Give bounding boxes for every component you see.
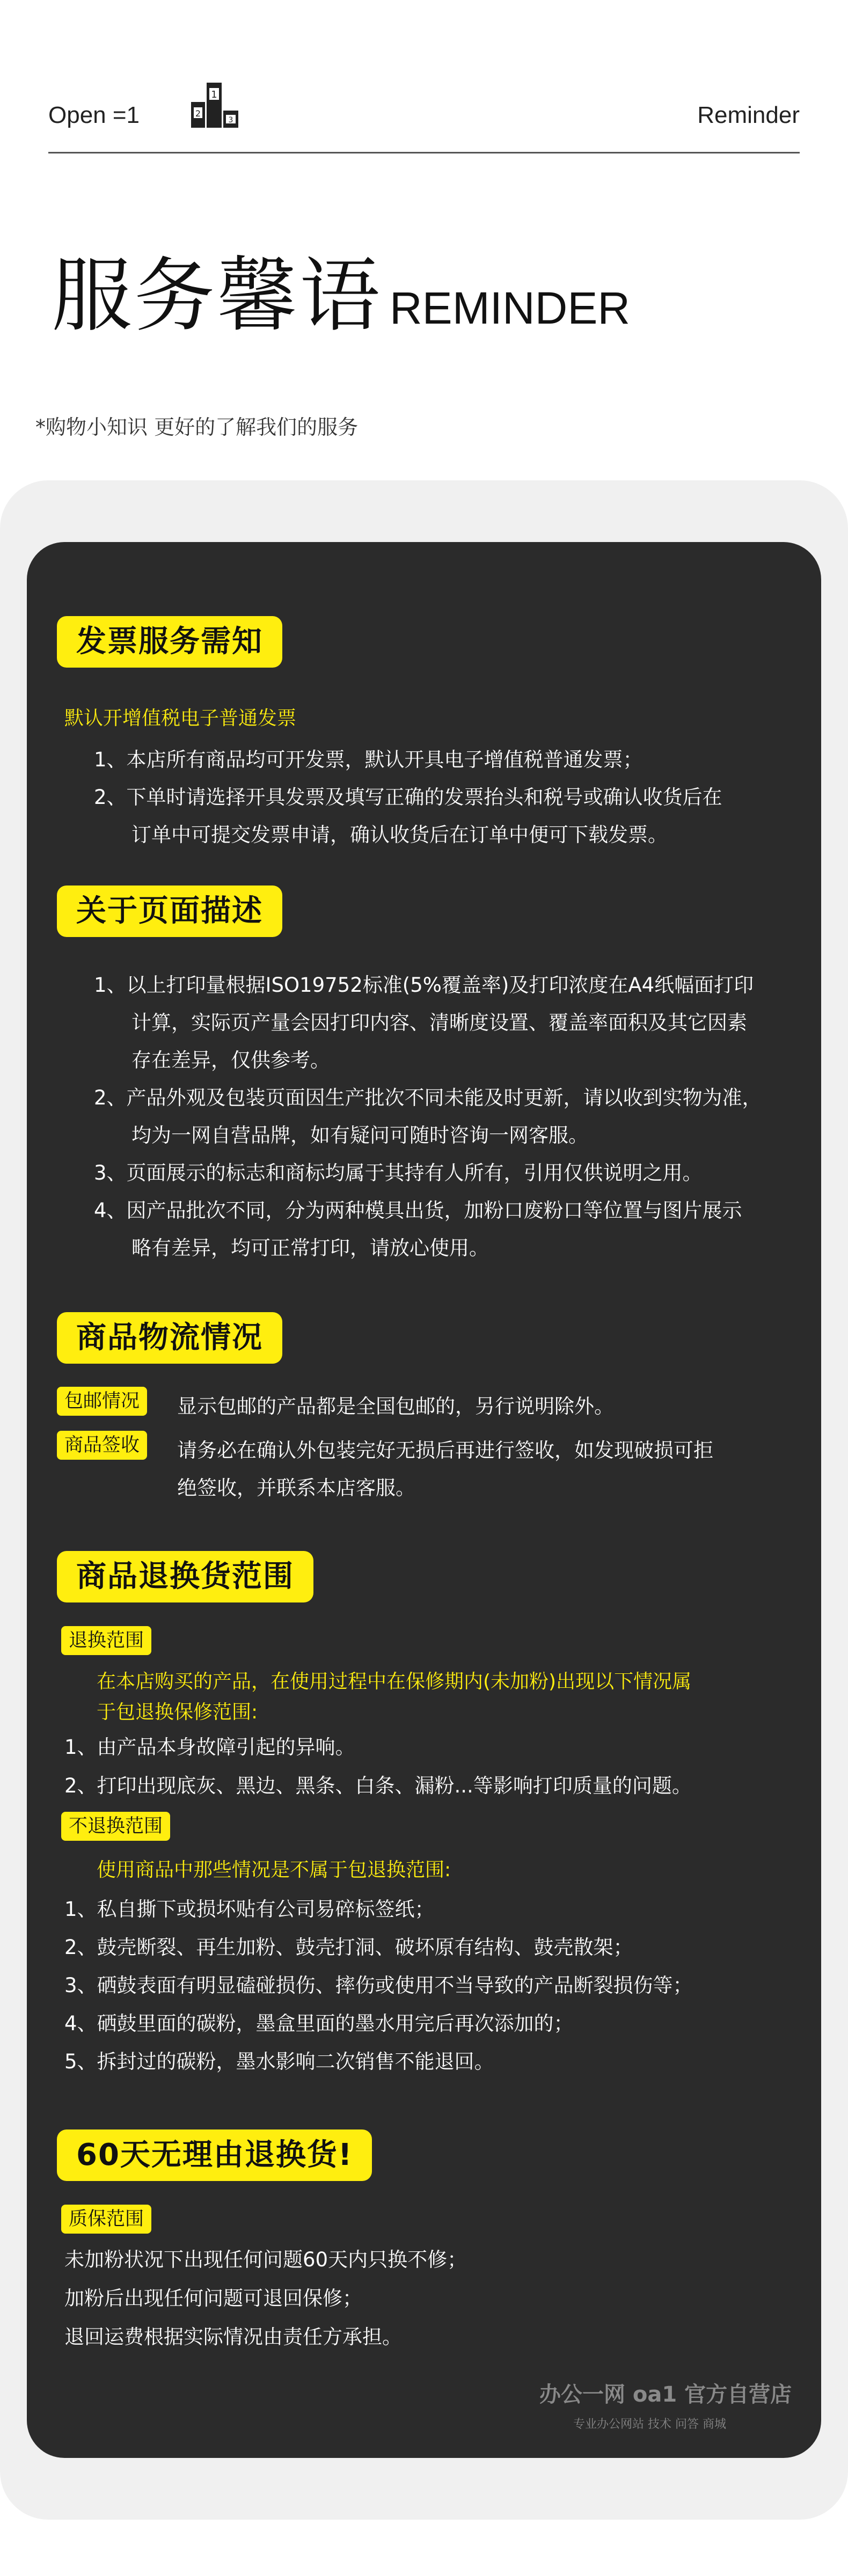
returns-line-1: 1、由产品本身故障引起的异响。 <box>64 1736 355 1759</box>
returns-heading: 商品退换货范围 <box>57 1551 313 1602</box>
logistics-text-2b: 绝签收，并联系本店客服。 <box>177 1476 415 1499</box>
page-desc-heading: 关于页面描述 <box>57 885 282 937</box>
logistics-heading: 商品物流情况 <box>57 1312 282 1364</box>
page-desc-line-2: 计算，实际页产量会因打印内容、清晰度设置、覆盖率面积及其它因素 <box>131 1011 747 1034</box>
reminder-label: Reminder <box>697 102 800 128</box>
podium-icon <box>188 80 242 129</box>
returns-intro-1a: 在本店购买的产品，在使用过程中在保修期内(未加粉)出现以下情况属 <box>97 1671 692 1693</box>
title-cn: 服务馨语 <box>52 250 383 343</box>
returns-intro-1b: 于包退换保修范围: <box>97 1701 258 1723</box>
logistics-text-2a: 请务必在确认外包装完好无损后再进行签收，如发现破损可拒 <box>177 1439 713 1462</box>
podium-number-2: 2 <box>195 108 201 119</box>
invoice-line-2: 2、下单时请选择开具发票及填写正确的发票抬头和税号或确认收货后在 <box>94 786 722 809</box>
page-desc-line-3: 存在差异，仅供参考。 <box>131 1049 330 1072</box>
returns-intro-2: 使用商品中那些情况是不属于包退换范围: <box>97 1859 451 1881</box>
invoice-line-3: 订单中可提交发票申请，确认收货后在订单中便可下载发票。 <box>131 823 668 846</box>
podium-number-1: 1 <box>211 89 217 100</box>
returns-excluded-line-5: 5、拆封过的碳粉，墨水影响二次销售不能退回。 <box>64 2050 494 2073</box>
returns-excluded-line-4: 4、硒鼓里面的碳粉，墨盒里面的墨水用完后再次添加的； <box>64 2012 574 2035</box>
returns-line-2: 2、打印出现底灰、黑边、黑条、白条、漏粉...等影响打印质量的问题。 <box>64 1774 692 1797</box>
page-desc-line-5: 均为一网自营品牌，如有疑问可随时咨询一网客服。 <box>131 1124 588 1147</box>
returns-excluded-line-3: 3、硒鼓表面有明显磕碰损伤、摔伤或使用不当导致的产品断裂损伤等； <box>64 1974 693 1997</box>
podium-number-3: 3 <box>228 116 233 125</box>
invoice-intro: 默认开增值税电子普通发票 <box>64 707 297 729</box>
top-bar <box>48 80 800 150</box>
returns-excluded-line-1: 1、私自撕下或损坏贴有公司易碎标签纸； <box>64 1898 435 1921</box>
page-desc-line-6: 3、页面展示的标志和商标均属于其持有人所有，引用仅供说明之用。 <box>94 1161 703 1184</box>
header-divider <box>48 152 800 153</box>
logistics-tag-free-shipping: 包邮情况 <box>57 1387 147 1416</box>
page-desc-line-4: 2、产品外观及包装页面因生产批次不同未能及时更新，请以收到实物为准， <box>94 1086 762 1109</box>
warranty-tag: 质保范围 <box>61 2205 151 2234</box>
warranty-line-1: 未加粉状况下出现任何问题60天内只换不修； <box>64 2248 467 2271</box>
open-label: Open =1 <box>48 102 140 128</box>
title-en: REMINDER <box>390 283 631 333</box>
store-logo: 办公一网 oa1 官方自营店 <box>539 2382 792 2407</box>
warranty-line-2: 加粉后出现任何问题可退回保修； <box>64 2287 362 2310</box>
returns-tag-excluded: 不退换范围 <box>61 1812 170 1841</box>
page-desc-line-8: 略有差异，均可正常打印，请放心使用。 <box>131 1236 489 1260</box>
logistics-tag-receipt: 商品签收 <box>57 1431 147 1460</box>
subtitle: *购物小知识 更好的了解我们的服务 <box>35 415 359 439</box>
page-desc-line-7: 4、因产品批次不同，分为两种模具出货，加粉口废粉口等位置与图片展示 <box>94 1199 742 1222</box>
store-tagline: 专业办公网站 技术 问答 商城 <box>573 2418 726 2431</box>
warranty-line-3: 退回运费根据实际情况由责任方承担。 <box>64 2325 402 2348</box>
invoice-line-1: 1、本店所有商品均可开发票，默认开具电子增值税普通发票； <box>94 748 643 771</box>
logistics-text-1: 显示包邮的产品都是全国包邮的，另行说明除外。 <box>177 1395 614 1418</box>
invoice-heading: 发票服务需知 <box>57 616 282 668</box>
warranty-heading: 60天无理由退换货! <box>57 2129 372 2181</box>
page-desc-line-1: 1、以上打印量根据ISO19752标准(5%覆盖率)及打印浓度在A4纸幅面打印 <box>94 974 754 997</box>
page-title <box>52 231 630 347</box>
returns-tag-scope: 退换范围 <box>61 1626 151 1655</box>
returns-excluded-line-2: 2、鼓壳断裂、再生加粉、鼓壳打洞、破坏原有结构、鼓壳散架； <box>64 1936 633 1959</box>
